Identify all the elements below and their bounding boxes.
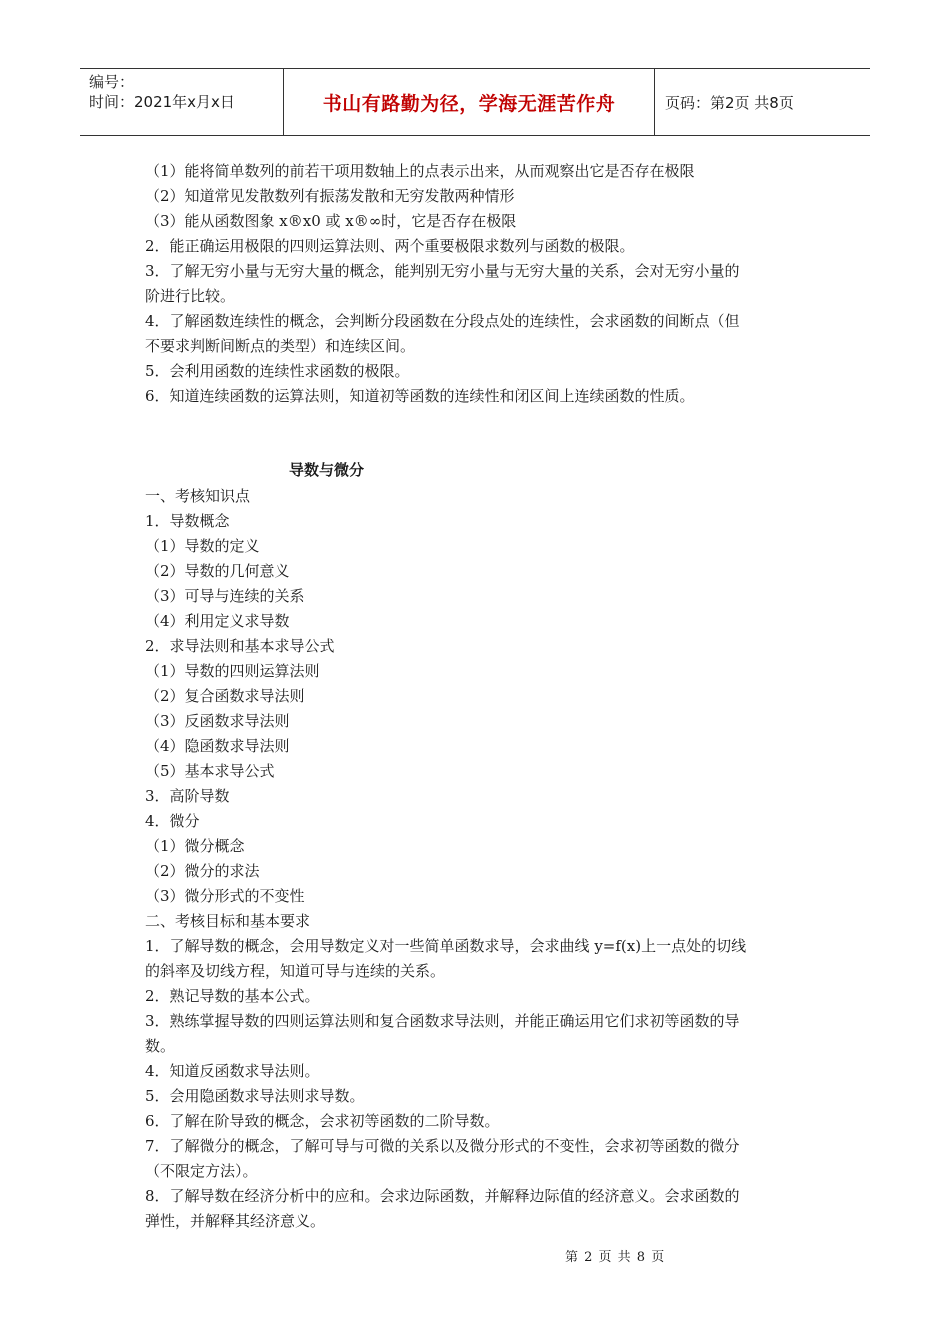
text-line: 3．高阶导数 bbox=[145, 787, 230, 805]
text-line: （2）微分的求法 bbox=[145, 862, 260, 880]
header-left-cell bbox=[80, 69, 283, 135]
section1-text bbox=[145, 159, 815, 409]
text-line: 2．熟记导数的基本公式。 bbox=[145, 987, 320, 1005]
header-page-info-cell bbox=[655, 69, 870, 135]
document-date-label: 时间：2021年x月x日 bbox=[89, 93, 235, 111]
text-line: 6．了解在阶导致的概念，会求初等函数的二阶导数。 bbox=[145, 1112, 500, 1130]
text-line: 7．了解微分的概念，了解可导与可微的关系以及微分形式的不变性，会求初等函数的微分 bbox=[145, 1137, 740, 1155]
text-line: （1）导数的定义 bbox=[145, 537, 260, 555]
text-line: 的斜率及切线方程，知道可导与连续的关系。 bbox=[145, 962, 446, 980]
text-line: （3）反函数求导法则 bbox=[145, 712, 290, 730]
text-line: （4）利用定义求导数 bbox=[145, 612, 290, 630]
text-line: （3）能从函数图象 x®x0 或 x®∞时，它是否存在极限 bbox=[145, 212, 517, 230]
page-header bbox=[80, 68, 870, 136]
text-line: 数。 bbox=[145, 1037, 176, 1055]
text-line: 1．导数概念 bbox=[145, 512, 230, 530]
page-footer: 第 2 页 共 8 页 bbox=[565, 1250, 666, 1265]
document-number-label: 编号： bbox=[89, 73, 135, 91]
section2-text bbox=[145, 484, 815, 1234]
text-line: （5）基本求导公式 bbox=[145, 762, 275, 780]
header-motto: 书山有路勤为径，学海无涯苦作舟 bbox=[322, 92, 616, 115]
text-line: 5．会利用函数的连续性求函数的极限。 bbox=[145, 362, 410, 380]
text-line: 4．微分 bbox=[145, 812, 200, 830]
text-line: 弹性，并解释其经济意义。 bbox=[145, 1212, 326, 1230]
text-line: 2．求导法则和基本求导公式 bbox=[145, 637, 335, 655]
text-line: （3）可导与连续的关系 bbox=[145, 587, 305, 605]
header-motto-cell bbox=[283, 69, 655, 135]
text-line: 5．会用隐函数求导法则求导数。 bbox=[145, 1087, 365, 1105]
text-line: （不限定方法）。 bbox=[145, 1162, 258, 1180]
text-line: 1．了解导数的概念，会用导数定义对一些简单函数求导，会求曲线 y=f(x)上一点处的切线 bbox=[145, 937, 747, 955]
text-line: （2）知道常见发散数列有振荡发散和无穷发散两种情形 bbox=[145, 187, 515, 205]
text-line: 3．了解无穷小量与无穷大量的概念，能判别无穷小量与无穷大量的关系，会对无穷小量的 bbox=[145, 262, 740, 280]
section-title: 导数与微分 bbox=[289, 461, 365, 479]
text-line: 一、考核知识点 bbox=[145, 487, 251, 505]
text-line: 二、考核目标和基本要求 bbox=[145, 912, 311, 930]
text-line: 6．知道连续函数的运算法则，知道初等函数的连续性和闭区间上连续函数的性质。 bbox=[145, 387, 695, 405]
text-line: 不要求判断间断点的类型）和连续区间。 bbox=[145, 337, 416, 355]
text-line: （4）隐函数求导法则 bbox=[145, 737, 290, 755]
text-line: 2．能正确运用极限的四则运算法则、两个重要极限求数列与函数的极限。 bbox=[145, 237, 635, 255]
text-line: 8．了解导数在经济分析中的应和。会求边际函数，并解释边际值的经济意义。会求函数的 bbox=[145, 1187, 740, 1205]
header-page-info: 页码：第2页 共8页 bbox=[665, 93, 794, 112]
text-line: 4．知道反函数求导法则。 bbox=[145, 1062, 320, 1080]
text-line: 3．熟练掌握导数的四则运算法则和复合函数求导法则，并能正确运用它们求初等函数的导 bbox=[145, 1012, 740, 1030]
text-line: （1）微分概念 bbox=[145, 837, 245, 855]
text-line: （2）复合函数求导法则 bbox=[145, 687, 305, 705]
text-line: 阶进行比较。 bbox=[145, 287, 236, 305]
text-line: （1）导数的四则运算法则 bbox=[145, 662, 320, 680]
text-line: 4．了解函数连续性的概念，会判断分段函数在分段点处的连续性，会求函数的间断点（但 bbox=[145, 312, 740, 330]
text-line: （2）导数的几何意义 bbox=[145, 562, 290, 580]
text-line: （3）微分形式的不变性 bbox=[145, 887, 305, 905]
text-line: （1）能将简单数列的前若干项用数轴上的点表示出来，从而观察出它是否存在极限 bbox=[145, 162, 695, 180]
